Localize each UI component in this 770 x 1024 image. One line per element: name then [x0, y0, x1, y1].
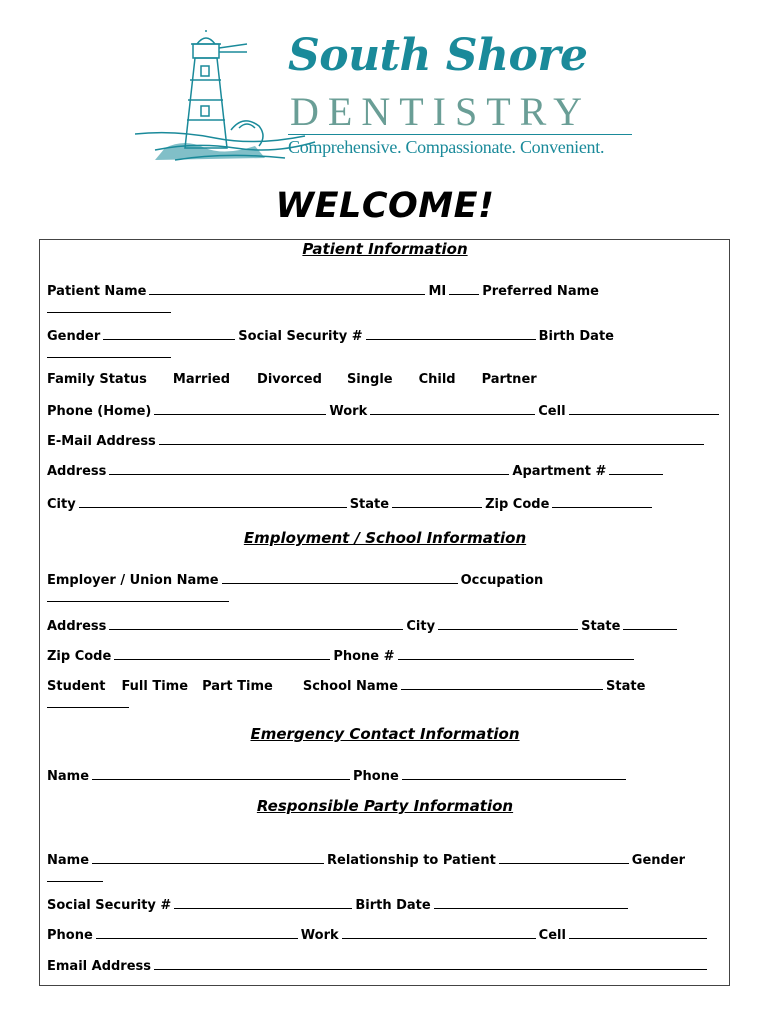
field-email[interactable] [159, 432, 704, 445]
logo-tagline: Comprehensive. Compassionate. Convenient. [288, 137, 605, 157]
field-school-state[interactable] [47, 695, 129, 708]
field-birth-date[interactable] [47, 345, 171, 358]
label-resp-ssn: Social Security # [47, 898, 172, 913]
row-birth-cont [47, 345, 174, 363]
page-title: WELCOME! [275, 186, 495, 226]
label-emergency-name: Name [47, 769, 90, 784]
label-city: City [47, 497, 76, 512]
row-gender [47, 327, 614, 345]
row-preferred-cont [47, 300, 174, 318]
field-resp-phone[interactable] [96, 926, 298, 939]
row-resp-phone [47, 926, 710, 944]
field-resp-birth[interactable] [434, 896, 628, 909]
responsible-heading: Responsible Party Information [256, 797, 514, 815]
emergency-heading: Emergency Contact Information [250, 725, 520, 743]
label-address: Address [47, 464, 107, 479]
option-child[interactable]: Child [418, 372, 456, 387]
field-resp-cell[interactable] [569, 926, 707, 939]
label-student: Student [47, 679, 106, 694]
row-occupation-cont [47, 589, 232, 607]
employment-heading: Employment / School Information [243, 529, 527, 547]
label-emp-zip: Zip Code [47, 649, 112, 664]
label-apartment: Apartment # [512, 464, 607, 479]
label-zip: Zip Code [485, 497, 550, 512]
label-cell: Cell [538, 404, 566, 419]
row-resp-gender-cont [47, 869, 106, 887]
row-resp-name [47, 851, 685, 869]
field-city[interactable] [79, 495, 347, 508]
label-occupation: Occupation [460, 573, 544, 588]
row-patient-name [47, 282, 599, 300]
field-work[interactable] [370, 402, 535, 415]
field-emp-address[interactable] [109, 617, 403, 630]
row-emp-address [47, 617, 680, 635]
label-phone-home: Phone (Home) [47, 404, 152, 419]
field-phone-home[interactable] [154, 402, 326, 415]
label-preferred-name: Preferred Name [482, 284, 599, 299]
option-partner[interactable]: Partner [481, 372, 537, 387]
label-email: E-Mail Address [47, 434, 156, 449]
field-emp-zip[interactable] [114, 647, 330, 660]
field-relationship[interactable] [499, 851, 629, 864]
field-resp-ssn[interactable] [174, 896, 352, 909]
row-phone [47, 402, 722, 420]
label-work: Work [329, 404, 368, 419]
label-emp-phone: Phone # [333, 649, 395, 664]
label-mi: MI [428, 284, 447, 299]
label-state: State [349, 497, 390, 512]
label-gender: Gender [47, 329, 101, 344]
field-emergency-phone[interactable] [402, 767, 626, 780]
field-emp-city[interactable] [438, 617, 578, 630]
label-birth-date: Birth Date [538, 329, 614, 344]
patient-heading: Patient Information [302, 240, 468, 258]
field-preferred-name[interactable] [47, 300, 171, 313]
label-resp-birth: Birth Date [355, 898, 431, 913]
label-resp-work: Work [300, 928, 339, 943]
field-employer[interactable] [222, 571, 458, 584]
field-occupation[interactable] [47, 589, 229, 602]
logo-text [288, 30, 638, 160]
field-apartment[interactable] [609, 462, 663, 475]
field-ssn[interactable] [366, 327, 536, 340]
field-resp-work[interactable] [342, 926, 536, 939]
row-resp-ssn [47, 896, 631, 914]
row-resp-email [47, 957, 710, 975]
label-resp-phone: Phone [47, 928, 93, 943]
row-address [47, 462, 666, 480]
row-school-state-cont [47, 695, 132, 713]
field-emp-state[interactable] [623, 617, 677, 630]
option-single[interactable]: Single [346, 372, 393, 387]
field-state[interactable] [392, 495, 482, 508]
label-relationship: Relationship to Patient [327, 853, 496, 868]
option-full-time[interactable]: Full Time [121, 679, 189, 694]
field-cell[interactable] [569, 402, 719, 415]
field-patient-name[interactable] [149, 282, 425, 295]
row-emp-zip [47, 647, 637, 665]
label-school-name: School Name [302, 679, 399, 694]
row-employer [47, 571, 543, 589]
label-resp-cell: Cell [538, 928, 566, 943]
field-gender[interactable] [103, 327, 235, 340]
field-mi[interactable] [449, 282, 479, 295]
label-patient-name: Patient Name [47, 284, 147, 299]
option-part-time[interactable]: Part Time [202, 679, 273, 694]
label-family-status: Family Status [47, 372, 147, 387]
field-address[interactable] [109, 462, 509, 475]
label-emp-address: Address [47, 619, 107, 634]
logo-line1: South Shore [288, 30, 588, 81]
label-emp-city: City [406, 619, 436, 634]
row-city [47, 495, 655, 513]
label-resp-name: Name [47, 853, 90, 868]
label-emergency-phone: Phone [353, 769, 399, 784]
label-resp-gender: Gender [631, 853, 686, 868]
label-school-state: State [606, 679, 646, 694]
row-emergency [47, 767, 629, 785]
field-school-name[interactable] [401, 677, 603, 690]
logo-divider [288, 134, 632, 135]
label-ssn: Social Security # [238, 329, 363, 344]
label-employer: Employer / Union Name [47, 573, 219, 588]
label-emp-state: State [581, 619, 621, 634]
field-emergency-name[interactable] [92, 767, 350, 780]
field-zip[interactable] [552, 495, 652, 508]
field-emp-phone[interactable] [398, 647, 634, 660]
row-email [47, 432, 707, 450]
label-resp-email: Email Address [47, 959, 152, 974]
field-resp-gender[interactable] [47, 869, 103, 882]
option-married[interactable]: Married [172, 372, 231, 387]
row-family-status [47, 372, 537, 388]
logo-line2: DENTISTRY [290, 89, 591, 134]
field-resp-name[interactable] [92, 851, 324, 864]
option-divorced[interactable]: Divorced [257, 372, 322, 387]
row-student [47, 677, 645, 695]
field-resp-email[interactable] [154, 957, 707, 970]
